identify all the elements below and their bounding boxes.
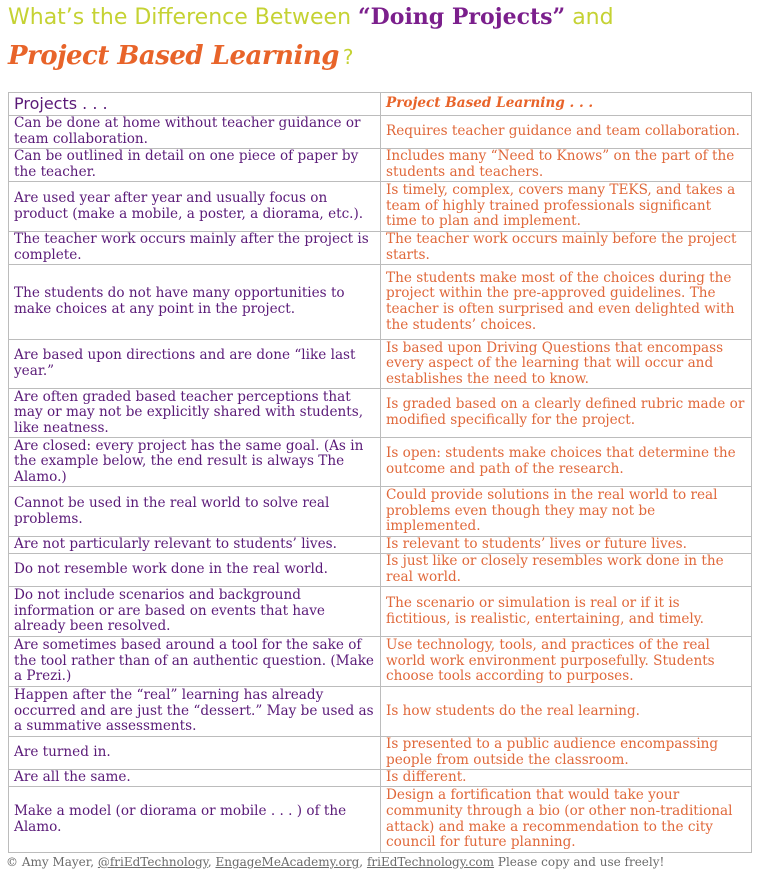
pbl-cell: Is how students do the real learning. [381,687,752,737]
pbl-cell: Includes many “Need to Knows” on the part of the students and teachers. [381,149,752,182]
title-doing-projects: “Doing Projects” [358,4,566,30]
table-row [9,537,752,554]
projects-cell: Are turned in. [9,737,381,770]
projects-cell: The teacher work occurs mainly after the project is complete. [9,232,381,265]
pbl-cell: Is graded based on a clearly defined rubric made or modified specifically for the project. [381,389,752,438]
projects-cell: Are all the same. [9,770,381,787]
table-row [9,487,752,537]
pbl-cell: Is different. [381,770,752,787]
pbl-cell: Is just like or closely resembles work done in the real world. [381,554,752,587]
projects-cell: Do not include scenarios and background information or are based on events that have already been resolved. [9,587,381,637]
table-row [9,787,752,853]
pbl-cell: The students make most of the choices during the project within the pre-approved guidelines. The teacher is often surprised and even delighted with the students’ choices. [381,265,752,340]
table-row [9,770,752,787]
projects-cell: The students do not have many opportunities to make choices at any point in the project. [9,265,381,340]
projects-cell: Are closed: every project has the same goal. (As in the example below, the end result is always The Alamo.) [9,438,381,487]
friedtechnology-site-link[interactable]: friEdTechnology.com [366,855,495,869]
pbl-cell: Is open: students make choices that determine the outcome and path of the research. [381,438,752,487]
projects-cell: Can be done at home without teacher guidance or team collaboration. [9,116,381,149]
table-row [9,554,752,587]
table-row [9,687,752,737]
table-row [9,232,752,265]
projects-cell: Do not resemble work done in the real world. [9,554,381,587]
projects-cell: Are used year after year and usually focus on product (make a mobile, a poster, a diorama, etc.). [9,182,381,232]
page-title [8,2,753,77]
title-line-1 [8,2,753,33]
pbl-cell: Requires teacher guidance and team collaboration. [381,116,752,149]
title-and: and [572,5,614,30]
projects-cell: Are often graded based teacher perceptions that may or may not be explicitly shared with students, like neatness. [9,389,381,438]
pbl-cell: Is based upon Driving Questions that encompass every aspect of the learning that will occur and establishes the need to know. [381,340,752,389]
table-row [9,182,752,232]
pbl-cell: Could provide solutions in the real world to real problems even though they may not be implemented. [381,487,752,537]
title-question-mark: ? [342,45,354,69]
footer-note: Please copy and use freely! [497,855,665,869]
engagemeacademy-link[interactable]: EngageMeAcademy.org [215,855,360,869]
pbl-cell: Is presented to a public audience encompassing people from outside the classroom. [381,737,752,770]
friedtechnology-twitter-link[interactable]: @friEdTechnology [97,855,208,869]
projects-cell: Are based upon directions and are done “like last year.” [9,340,381,389]
table-row [9,149,752,182]
table-header-row [9,93,752,116]
table-row [9,737,752,770]
title-prefix: What’s the Difference Between [8,5,352,30]
title-line-2 [8,39,753,77]
table-row [9,389,752,438]
projects-cell: Can be outlined in detail on one piece of paper by the teacher. [9,149,381,182]
pbl-cell: Is relevant to students’ lives or future lives. [381,537,752,554]
header-projects: Projects . . . [9,93,381,116]
table-row [9,587,752,637]
table-row [9,340,752,389]
table-row [9,116,752,149]
table-row [9,637,752,687]
projects-cell: Happen after the “real” learning has already occurred and are just the “dessert.” May be used as a summative assessments. [9,687,381,737]
projects-cell: Are not particularly relevant to students’ lives. [9,537,381,554]
pbl-cell: Design a fortification that would take your community through a bio (or other non-traditional attack) and make a recommendation to the city council for future planning. [381,787,752,853]
pbl-cell: The teacher work occurs mainly before the project starts. [381,232,752,265]
projects-cell: Cannot be used in the real world to solve real problems. [9,487,381,537]
table-row [9,265,752,340]
footer-credits: © Amy Mayer, @friEdTechnology, EngageMeAcademy.org, friEdTechnology.com Please copy and use freely! [6,855,665,869]
projects-cell: Are sometimes based around a tool for the sake of the tool rather than of an authentic question. (Make a Prezi.) [9,637,381,687]
copyright-text: © Amy Mayer, [6,855,95,869]
title-pbl: Project Based Learning [8,41,339,71]
pbl-cell: The scenario or simulation is real or if it is fictitious, is realistic, entertaining, and timely. [381,587,752,637]
pbl-cell: Is timely, complex, covers many TEKS, and takes a team of highly trained professionals significant time to plan and implement. [381,182,752,232]
pbl-cell: Use technology, tools, and practices of the real world work environment purposefully. Students choose tools according to purposes. [381,637,752,687]
header-pbl: Project Based Learning . . . [381,93,752,116]
comparison-table [8,92,752,853]
projects-cell: Make a model (or diorama or mobile . . . ) of the Alamo. [9,787,381,853]
table-row [9,438,752,487]
